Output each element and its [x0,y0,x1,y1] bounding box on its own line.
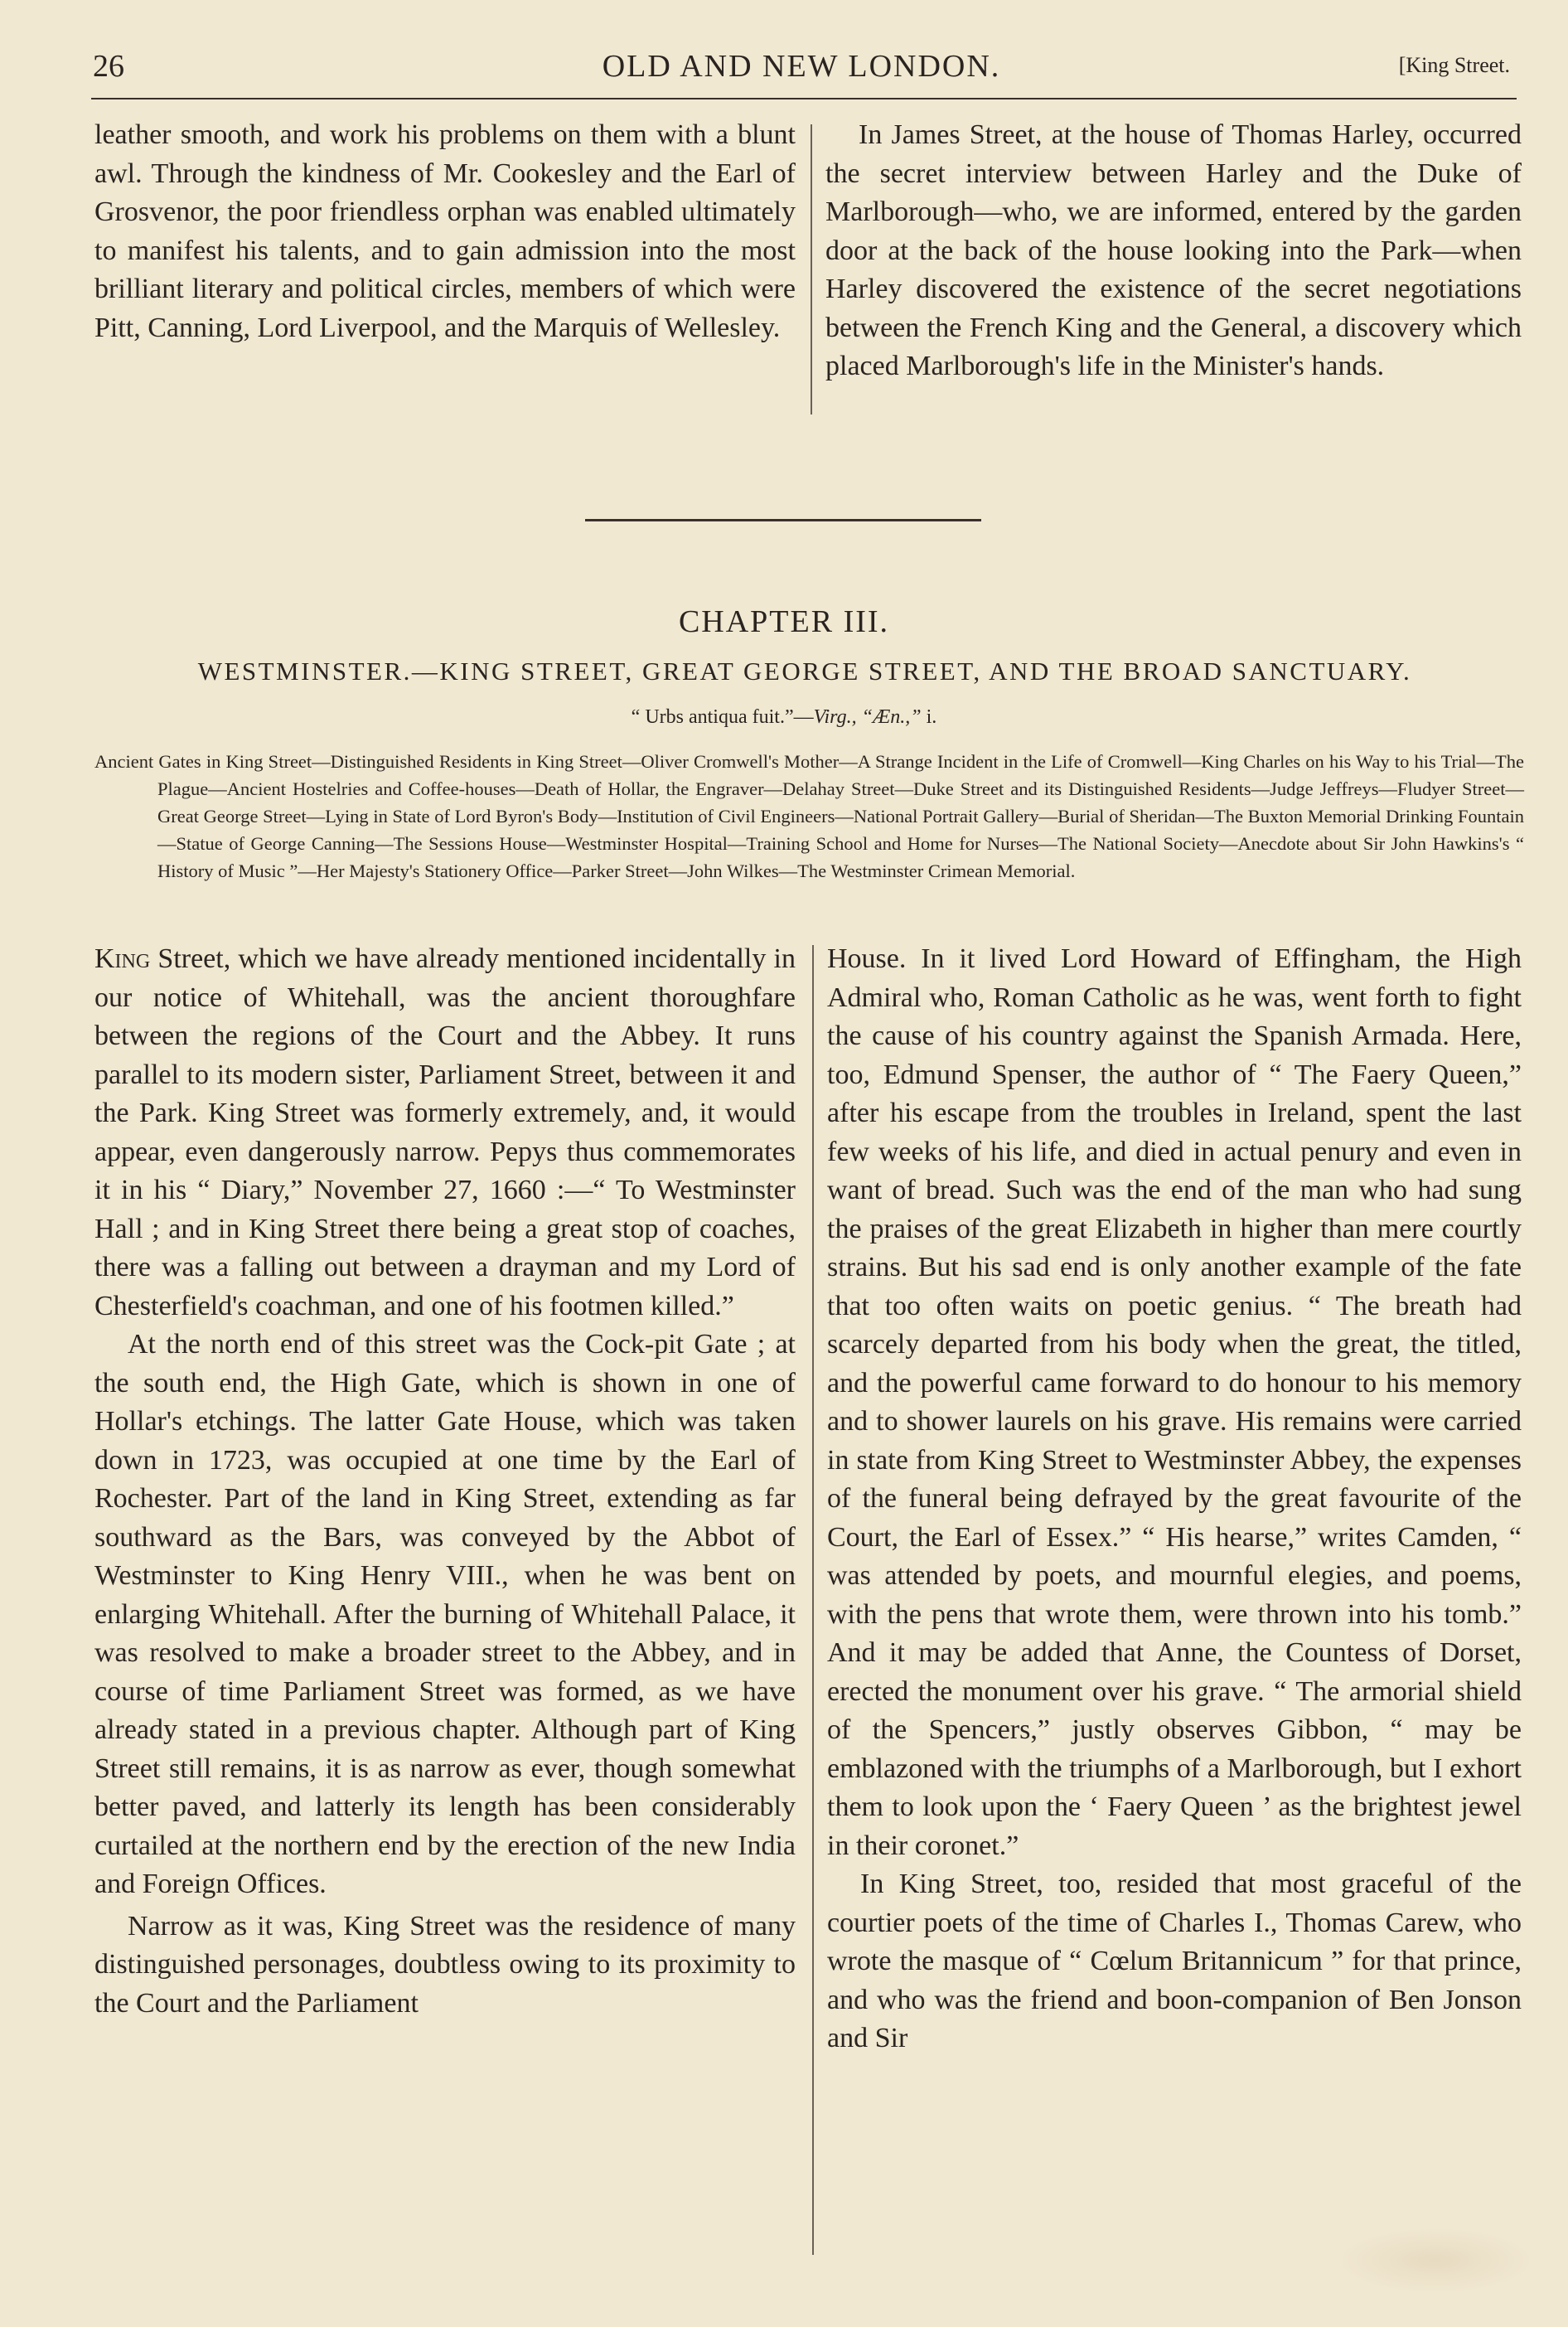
running-section: [King Street. [1398,53,1510,77]
epigraph-source: Virg., “Æn.,” [813,706,922,728]
column-divider-body [812,945,814,2255]
chapter-synopsis: Ancient Gates in King Street—Distinguished Residents in King Street—Oliver Cromwell's Mother—A Strange Incident in the Life of Cromwell—King Charles on his Way to his Trial—The Plague—Ancient Hostelries and Coffee-houses—Death of Hollar, the Engraver—Delahay Street—Duke Street and its Distinguished Residents—Judge Jeffreys—Fludyer Street—Great George Street—Lying in State of Lord Byron's Body—Institution of Civil Engineers—National Portrait Gallery—Burial of Sheridan—The Buxton Memorial Drinking Fountain—Statue of George Canning—The Sessions House—Westminster Hospital—Training School and Home for Nurses—The National Society—Anecdote about Sir John Hawkins's “ History of Music ”—Her Majesty's Stationery Office—Parker Street—John Wilkes—The Westminster Crimean Memorial. [94,751,1524,881]
body-left-column [94,940,796,2023]
page-number: 26 [93,49,124,84]
epigraph-book: i. [921,706,937,728]
paper-stain [1336,2228,1535,2294]
body-paragraph: House. In it lived Lord Howard of Effingham, the High Admiral who, Roman Catholic as he was, went forth to fight the cause of his country against the Spanish Armada. Here, too, Edmund Spenser, the author of “ The Faery Queen,” after his escape from the troubles in Ireland, spent the last few weeks of his life, and died in actual penury and even in want of bread. Such was the end of the man who had sung the praises of the great Elizabeth in higher than mere courtly strains. But his sad end is only another example of the fate that too often waits on poetic genius. “ The breath had scarcely departed from his body when the great, the titled, and the powerful came forward to do honour to his memory and to shower laurels on his grave. His remains were carried in state from King Street to Westminster Abbey, the expenses of the funeral being defrayed by the great favourite of the Court, the Earl of Essex.” “ His hearse,” writes Camden, “ was attended by poets, and mournful elegies, and poems, with the pens that wrote them, were thrown into his tomb.” And it may be added that Anne, the Countess of Dorset, erected the monument over his grave. “ The armorial shield of the Spencers,” justly observes Gibbon, “ may be emblazoned with the triumphs of a Marlborough, but I exhort them to look upon the ‘ Faery Queen ’ as the brightest jewel in their coronet.” [827,943,1522,1861]
top-right-column [825,116,1522,386]
body-paragraph-text: Street, which we have already mentioned incidentally in our notice of Whitehall, was the ancient thoroughfare between the regions of the Court and the Abbey. It runs parallel to its modern sister, Parliament Street, between it and the Park. King Street was formerly extremely, and, it would appear, even dangerously narrow. Pepys thus commemorates it in his “ Diary,” November 27, 1660 :—“ To Westminster Hall ; and in King Street there being a great stop of coaches, there was a falling out between a drayman and my Lord of Chesterfield's coachman, and one of his footmen killed.” [94,943,796,1321]
drop-lead-word: King [94,943,151,974]
section-rule [585,519,981,521]
body-right-column [827,940,1522,2058]
epigraph [0,706,1568,729]
top-right-paragraph: In James Street, at the house of Thomas Harley, occurred the secret interview between Harley and the Duke of Marlborough—who, we are informed, entered by the garden door at the back of the house looking into the Park—when Harley discovered the existence of the secret negotiations between the French King and the General, a discovery which placed Marlborough's life in the Minister's hands. [825,119,1522,381]
body-paragraph: Narrow as it was, King Street was the residence of many distinguished personages, doubtless owing to its proximity to the Court and the Parliament [94,1910,796,2019]
running-title: OLD AND NEW LONDON. [602,49,1001,84]
running-head [93,48,1510,95]
column-divider-top [811,124,812,414]
header-rule [91,98,1517,99]
chapter-title: WESTMINSTER.—KING STREET, GREAT GEORGE STREET, AND THE BROAD SANCTUARY. [197,657,1412,686]
chapter-number: CHAPTER III. [678,604,890,639]
body-paragraph: At the north end of this street was the Cock-pit Gate ; at the south end, the High Gate, which is shown in one of Hollar's etchings. The latter Gate House, which was taken down in 1723, was occupied at one time by the Earl of Rochester. Part of the land in King Street, extending as far southward as the Bars, was conveyed by the Abbot of Westminster to King Henry VIII., when he was bent on enlarging Whitehall. After the burning of Whitehall Palace, it was resolved to make a broader street to the Abbey, and in course of time Parliament Street was formed, as we have already stated in a previous chapter. Although part of King Street still remains, it is as narrow as ever, though somewhat better paved, and latterly its length has been considerably curtailed at the northern end by the erection of the new India and Foreign Offices. [94,1329,796,1899]
top-left-column [94,116,796,347]
top-left-paragraph: leather smooth, and work his problems on them with a blunt awl. Through the kindness of Mr. Cookesley and the Earl of Grosvenor, the poor friendless orphan was enabled ultimately to manifest his talents, and to gain admission into the most brilliant literary and political circles, members of which were Pitt, Canning, Lord Liverpool, and the Marquis of Wellesley. [94,119,796,343]
body-paragraph [94,940,796,1326]
body-paragraph: In King Street, too, resided that most graceful of the courtier poets of the time of Charles I., Thomas Carew, who wrote the masque of “ Cœlum Britannicum ” for that prince, and who was the friend and boon-companion of Ben Jonson and Sir [827,1869,1522,2053]
epigraph-quote: “ Urbs antiqua fuit.”— [631,706,814,728]
